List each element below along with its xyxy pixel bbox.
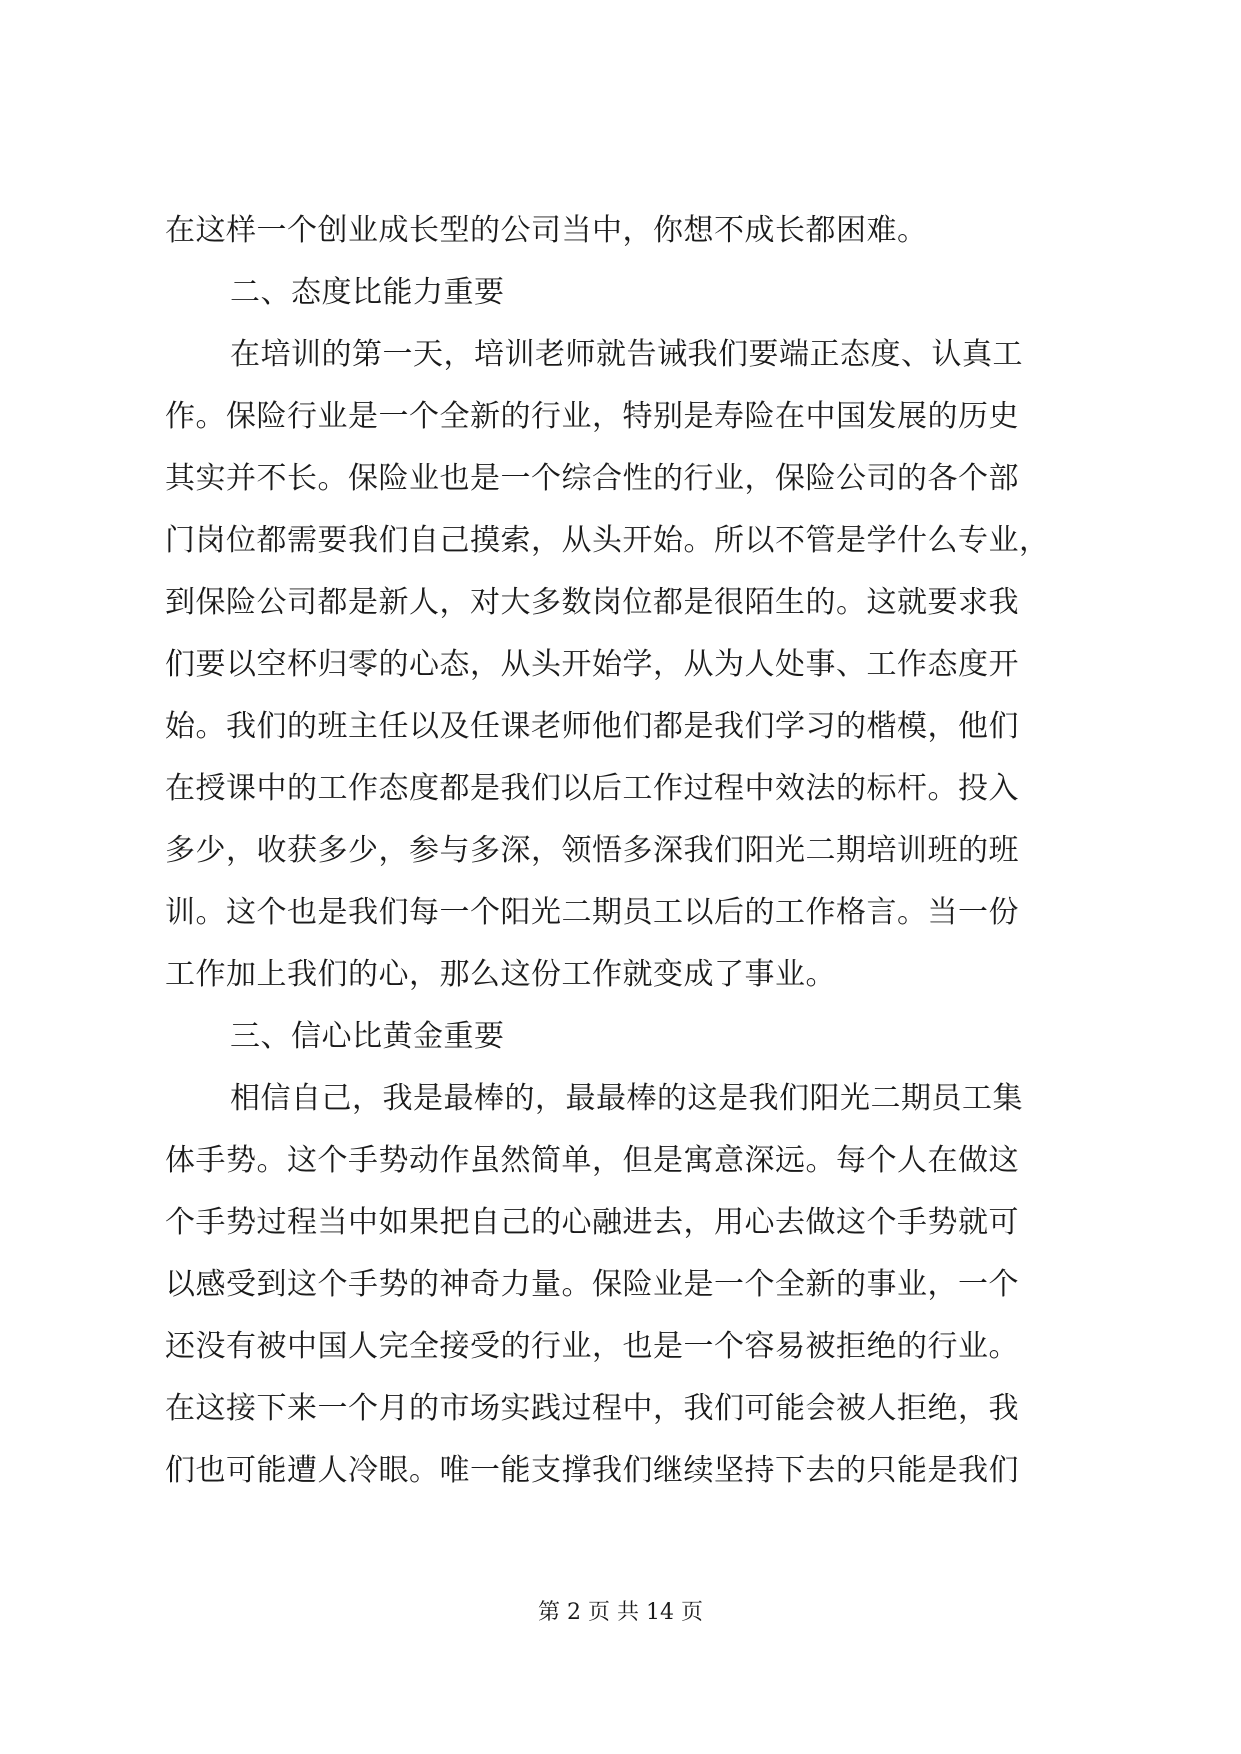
section-heading: 二、态度比能力重要 xyxy=(230,275,505,310)
text-line: 多少，收获多少，参与多深，领悟多深我们阳光二期培训班的班 xyxy=(165,833,1019,868)
text-line: 始。我们的班主任以及任课老师他们都是我们学习的楷模，他们 xyxy=(165,709,1019,744)
text-line: 工作加上我们的心，那么这份工作就变成了事业。 xyxy=(165,957,836,992)
body-text xyxy=(165,200,1085,1502)
text-line: 们也可能遭人冷眼。唯一能支撑我们继续坚持下去的只能是我们 xyxy=(165,1453,1019,1488)
text-line: 体手势。这个手势动作虽然简单，但是寓意深远。每个人在做这 xyxy=(165,1143,1019,1178)
section-heading: 三、信心比黄金重要 xyxy=(230,1019,505,1054)
text-line: 相信自己，我是最棒的，最最棒的这是我们阳光二期员工集 xyxy=(230,1081,1023,1116)
text-line: 在授课中的工作态度都是我们以后工作过程中效法的标杆。投入 xyxy=(165,771,1019,806)
text-line: 们要以空杯归零的心态，从头开始学，从为人处事、工作态度开 xyxy=(165,647,1019,682)
text-line: 以感受到这个手势的神奇力量。保险业是一个全新的事业，一个 xyxy=(165,1267,1019,1302)
text-line: 在这样一个创业成长型的公司当中，你想不成长都困难。 xyxy=(165,213,928,248)
text-line: 门岗位都需要我们自己摸索，从头开始。所以不管是学什么专业， xyxy=(165,523,1050,558)
text-line: 个手势过程当中如果把自己的心融进去，用心去做这个手势就可 xyxy=(165,1205,1019,1240)
text-line: 其实并不长。保险业也是一个综合性的行业，保险公司的各个部 xyxy=(165,461,1019,496)
page-number-footer: 第 2 页 共 14 页 xyxy=(538,1600,703,1625)
text-line: 作。保险行业是一个全新的行业，特别是寿险在中国发展的历史 xyxy=(165,399,1019,434)
text-line: 训。这个也是我们每一个阳光二期员工以后的工作格言。当一份 xyxy=(165,895,1019,930)
text-line: 到保险公司都是新人，对大多数岗位都是很陌生的。这就要求我 xyxy=(165,585,1019,620)
text-line: 在这接下来一个月的市场实践过程中，我们可能会被人拒绝，我 xyxy=(165,1391,1019,1426)
text-line: 还没有被中国人完全接受的行业，也是一个容易被拒绝的行业。 xyxy=(165,1329,1019,1364)
text-line: 在培训的第一天，培训老师就告诫我们要端正态度、认真工 xyxy=(230,337,1023,372)
